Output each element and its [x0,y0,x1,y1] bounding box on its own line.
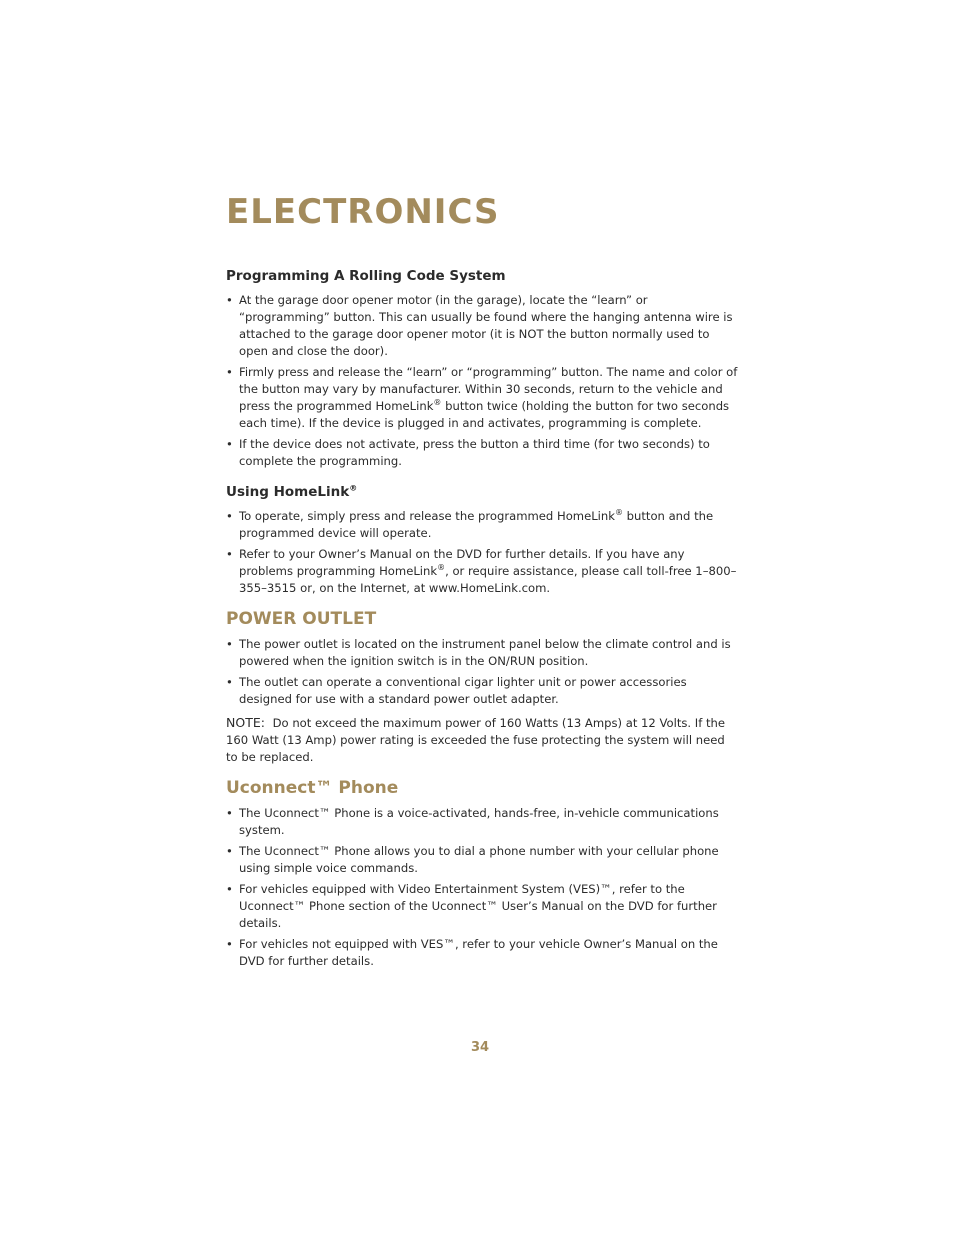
list-item: • At the garage door opener motor (in the garage), locate the “learn” or “programming” button. This can usually be found where the hanging antenna wire is attached to the garage door opener motor (it is NOT the button normally used to open and close the door). [226,292,738,360]
rolling-code-heading: Programming A Rolling Code System [226,268,506,284]
power-outlet-note [226,714,738,766]
page-number: 34 [470,1040,490,1055]
list-item: • For vehicles equipped with Video Entertainment System (VES)™, refer to the Uconnect™ Phone section of the Uconnect™ User’s Manual on the DVD for further details. [226,881,738,932]
power-outlet-heading: POWER OUTLET [226,609,377,629]
list-item: • To operate, simply press and release the programmed HomeLink® button and the programmed device will operate. [226,508,738,542]
list-item: • The power outlet is located on the instrument panel below the climate control and is powered when the ignition switch is in the ON/RUN position. [226,636,738,670]
power-outlet-list [226,636,738,708]
uconnect-heading: Uconnect™ Phone [226,778,399,798]
uconnect-list [226,805,738,970]
list-item: • The outlet can operate a conventional cigar lighter unit or power accessories designed for use with a standard power outlet adapter. [226,674,738,708]
homelink-list [226,508,738,597]
list-item: • Refer to your Owner’s Manual on the DVD for further details. If you have any problems programming HomeLink®, or require assistance, please call toll-free 1–800–355–3515 or, on the Internet, at www.HomeLink.com. [226,546,738,597]
homelink-heading: Using HomeLink® [226,483,358,500]
list-item: • The Uconnect™ Phone is a voice-activated, hands-free, in-vehicle communications system. [226,805,738,839]
rolling-code-list [226,292,738,470]
list-item: • If the device does not activate, press the button a third time (for two seconds) to complete the programming. [226,436,738,470]
list-item: • For vehicles not equipped with VES™, refer to your vehicle Owner’s Manual on the DVD for further details. [226,936,738,970]
section-title: ELECTRONICS [226,192,500,232]
note-label: NOTE: [226,715,265,730]
list-item: • Firmly press and release the “learn” or “programming” button. The name and color of the button may vary by manufacturer. Within 30 seconds, return to the vehicle and press the programmed HomeLink® button twice (holding the button for two seconds each time). If the device is plugged in and activates, programming is complete. [226,364,738,432]
list-item: • The Uconnect™ Phone allows you to dial a phone number with your cellular phone using simple voice commands. [226,843,738,877]
note-text: Do not exceed the maximum power of 160 Watts (13 Amps) at 12 Volts. If the 160 Watt (13 Amp) power rating is exceeded the fuse protecting the system will need to be replaced. [226,716,726,764]
content-column [226,268,738,974]
